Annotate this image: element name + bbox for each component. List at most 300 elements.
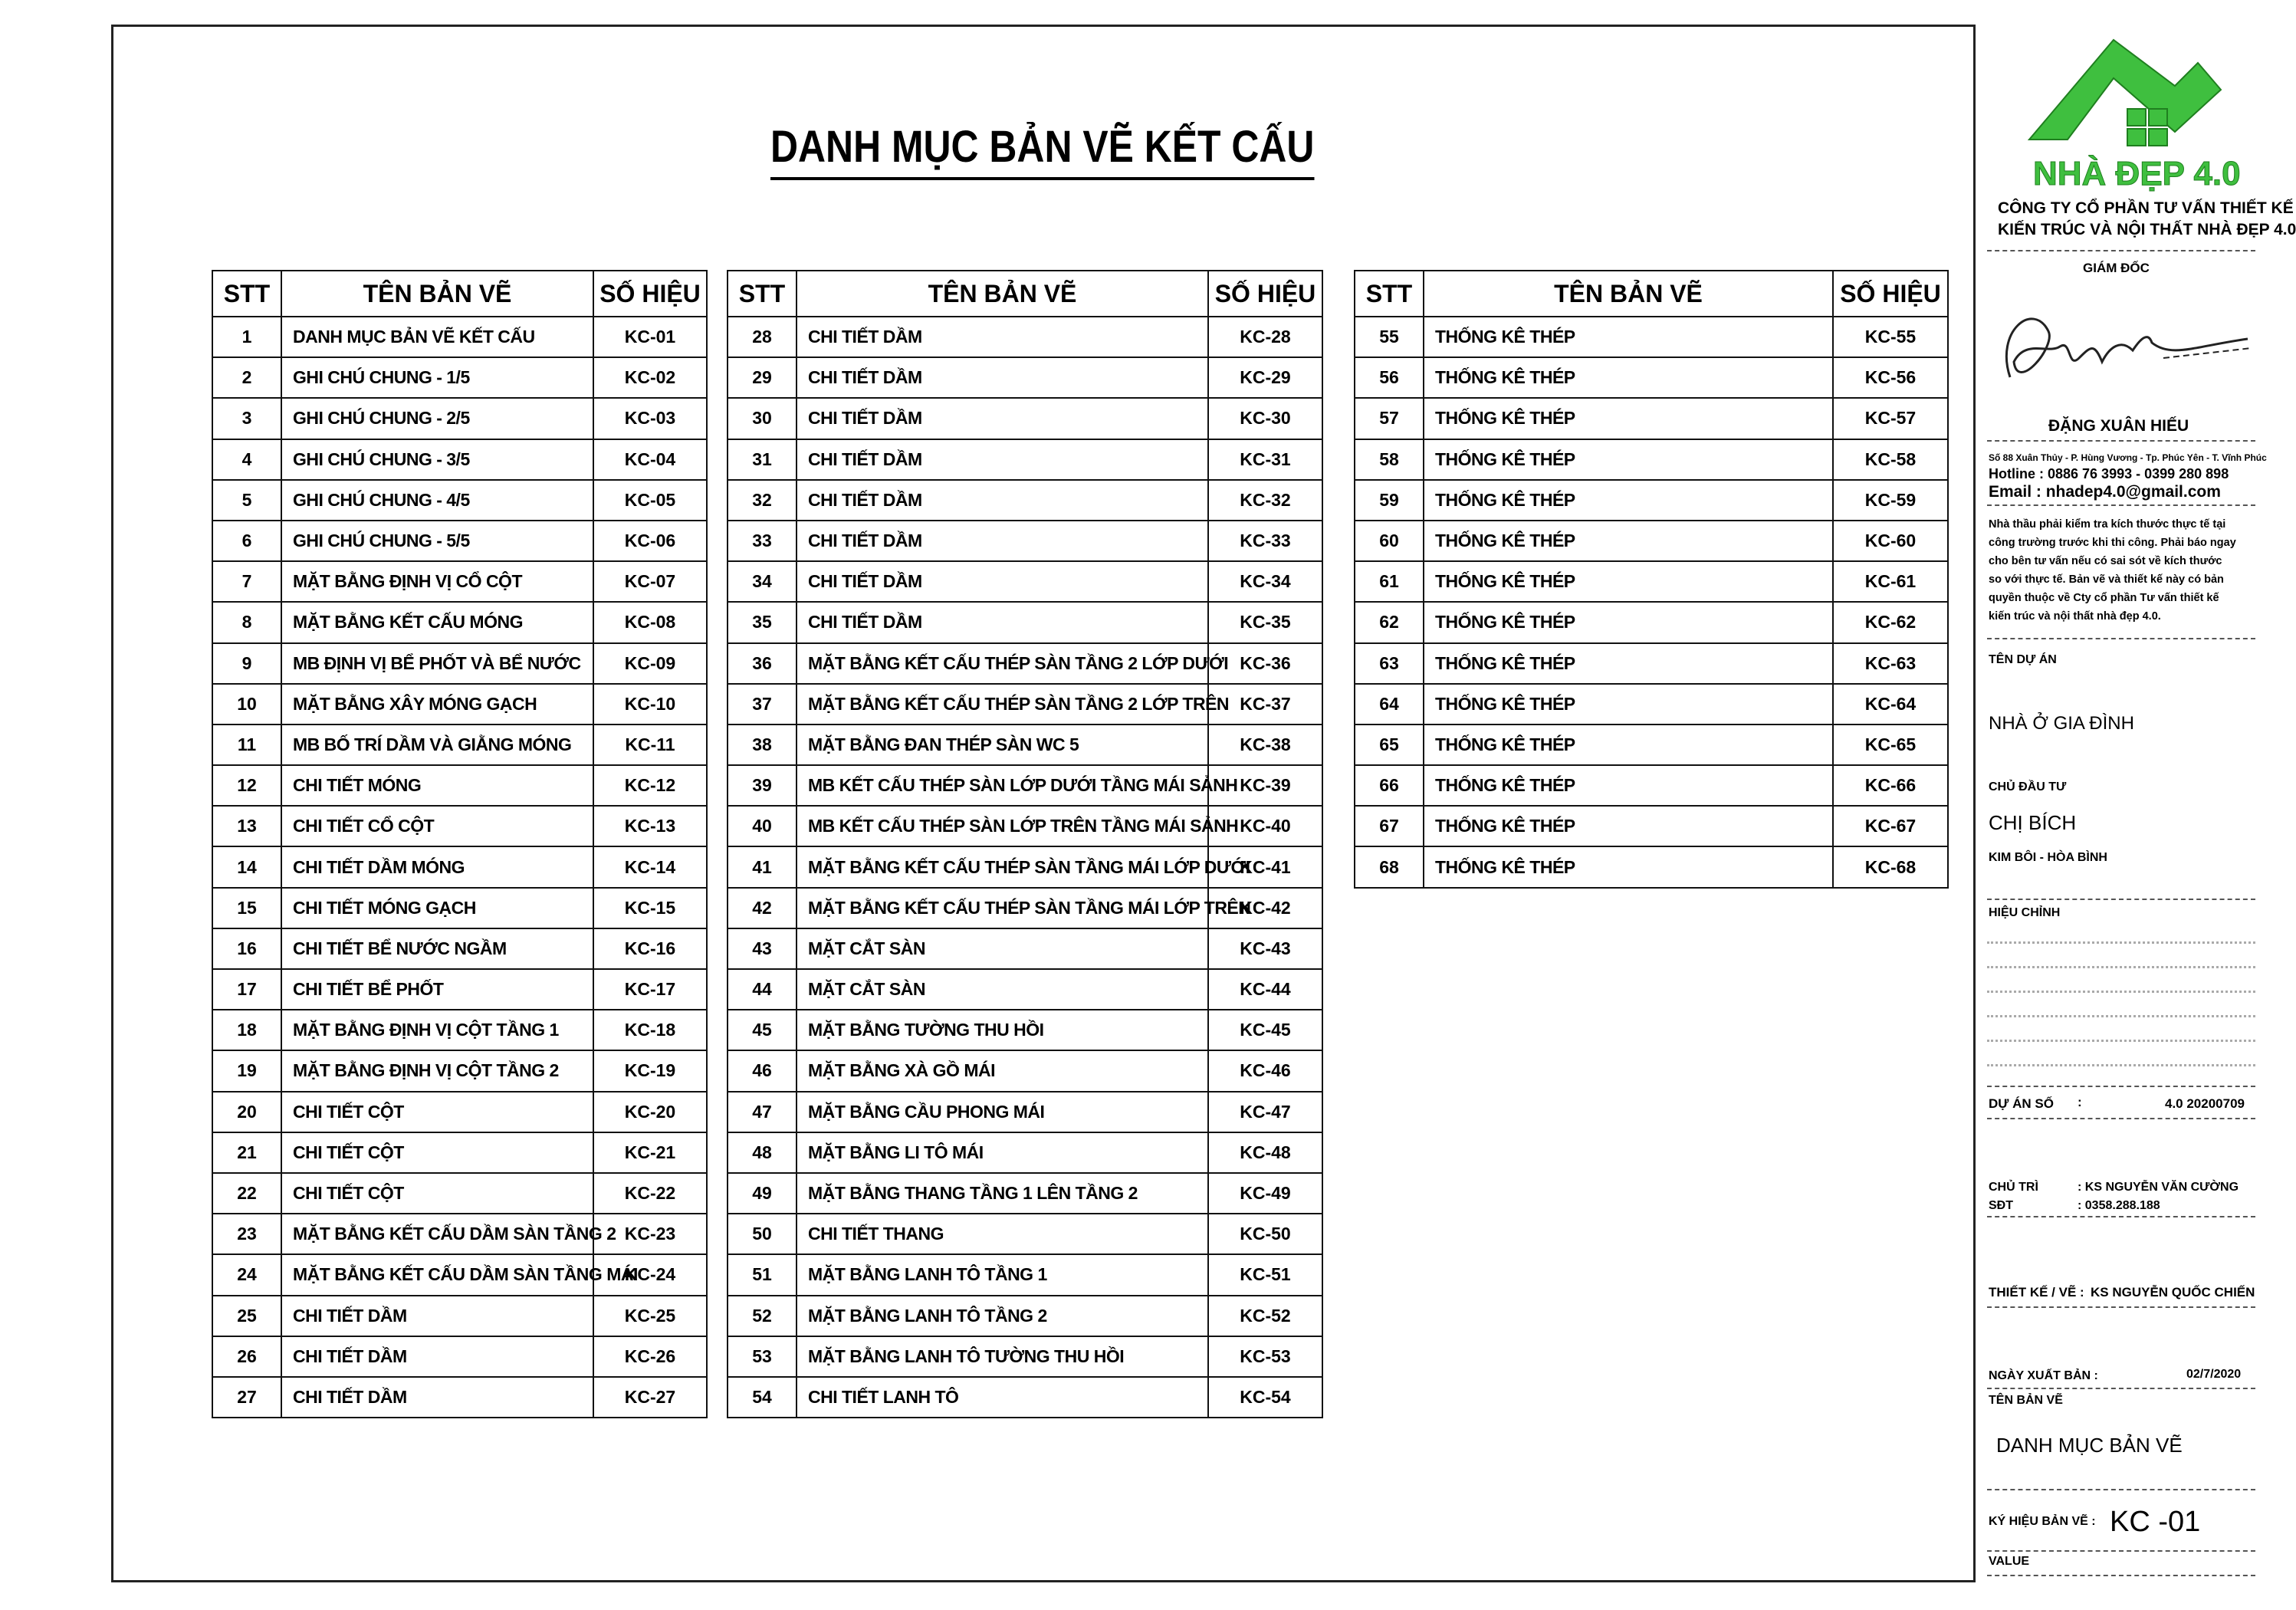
row-stt: 63 bbox=[1355, 643, 1424, 684]
row-drawing-name: CHI TIẾT MÓNG GẠCH bbox=[281, 888, 593, 928]
table-row bbox=[212, 602, 707, 642]
table-row bbox=[728, 602, 1322, 642]
table-row bbox=[728, 969, 1322, 1010]
row-stt: 5 bbox=[212, 480, 281, 521]
table-row bbox=[728, 480, 1322, 521]
table-row bbox=[212, 1050, 707, 1091]
row-stt: 20 bbox=[212, 1092, 281, 1132]
table-row bbox=[212, 928, 707, 969]
row-stt: 7 bbox=[212, 561, 281, 602]
table-row bbox=[728, 1173, 1322, 1214]
row-drawing-name: THỐNG KÊ THÉP bbox=[1424, 643, 1833, 684]
lead-name: : KS NGUYỄN VĂN CƯỜNG bbox=[2078, 1181, 2239, 1194]
row-drawing-code: KC-68 bbox=[1833, 846, 1948, 887]
drawing-list-table-3 bbox=[1354, 270, 1949, 889]
row-drawing-code: KC-22 bbox=[593, 1173, 707, 1214]
header-stt: STT bbox=[1355, 271, 1424, 317]
row-stt: 14 bbox=[212, 846, 281, 887]
row-drawing-name: GHI CHÚ CHUNG - 3/5 bbox=[281, 439, 593, 480]
row-drawing-name: CHI TIẾT DẦM bbox=[797, 439, 1208, 480]
row-drawing-name: THỐNG KÊ THÉP bbox=[1424, 480, 1833, 521]
table-row bbox=[1355, 643, 1948, 684]
drawing-code: KC -01 bbox=[2110, 1506, 2201, 1538]
row-drawing-name: CHI TIẾT DẦM bbox=[281, 1336, 593, 1377]
table-row bbox=[212, 1132, 707, 1173]
divider bbox=[1987, 440, 2255, 442]
table-row bbox=[728, 1050, 1322, 1091]
row-drawing-code: KC-55 bbox=[1833, 317, 1948, 357]
table-row bbox=[212, 1254, 707, 1295]
owner-label: CHỦ ĐẦU TƯ bbox=[1989, 780, 2067, 794]
row-drawing-code: KC-03 bbox=[593, 398, 707, 439]
row-drawing-name: MẶT BẰNG ĐỊNH VỊ CỘT TẦNG 1 bbox=[281, 1010, 593, 1050]
row-drawing-name: CHI TIẾT DẦM MÓNG bbox=[281, 846, 593, 887]
row-stt: 17 bbox=[212, 969, 281, 1010]
row-drawing-name: MẶT BẰNG KẾT CẤU MÓNG bbox=[281, 602, 593, 642]
company-address: Số 88 Xuân Thủy - P. Hùng Vương - Tp. Phúc Yên - T. Vĩnh Phúc bbox=[1989, 452, 2267, 463]
row-drawing-name: CHI TIẾT DẦM bbox=[797, 357, 1208, 398]
row-drawing-name: GHI CHÚ CHUNG - 1/5 bbox=[281, 357, 593, 398]
row-drawing-code: KC-43 bbox=[1208, 928, 1322, 969]
table-row bbox=[728, 888, 1322, 928]
row-drawing-code: KC-44 bbox=[1208, 969, 1322, 1010]
row-drawing-name: MẶT BẰNG LI TÔ MÁI bbox=[797, 1132, 1208, 1173]
row-drawing-code: KC-30 bbox=[1208, 398, 1322, 439]
row-drawing-code: KC-45 bbox=[1208, 1010, 1322, 1050]
row-stt: 23 bbox=[212, 1214, 281, 1254]
row-drawing-name: CHI TIẾT THANG bbox=[797, 1214, 1208, 1254]
row-drawing-code: KC-61 bbox=[1833, 561, 1948, 602]
row-drawing-code: KC-35 bbox=[1208, 602, 1322, 642]
row-drawing-name: GHI CHÚ CHUNG - 2/5 bbox=[281, 398, 593, 439]
table-row bbox=[212, 1214, 707, 1254]
row-stt: 56 bbox=[1355, 357, 1424, 398]
row-drawing-name: THỐNG KÊ THÉP bbox=[1424, 765, 1833, 806]
drawing-name: DANH MỤC BẢN VẼ bbox=[1996, 1434, 2183, 1457]
row-drawing-code: KC-09 bbox=[593, 643, 707, 684]
row-stt: 18 bbox=[212, 1010, 281, 1050]
row-drawing-code: KC-37 bbox=[1208, 684, 1322, 724]
row-drawing-code: KC-66 bbox=[1833, 765, 1948, 806]
row-stt: 28 bbox=[728, 317, 797, 357]
row-stt: 33 bbox=[728, 521, 797, 561]
signature-icon bbox=[1987, 285, 2255, 416]
table-row bbox=[728, 317, 1322, 357]
note-line: Nhà thầu phải kiểm tra kích thước thực tế tại bbox=[1989, 518, 2226, 531]
row-stt: 22 bbox=[212, 1173, 281, 1214]
table-row bbox=[212, 1010, 707, 1050]
row-drawing-code: KC-08 bbox=[593, 602, 707, 642]
table-row bbox=[1355, 561, 1948, 602]
table-row bbox=[212, 357, 707, 398]
table-row bbox=[212, 969, 707, 1010]
divider bbox=[1987, 899, 2255, 900]
row-stt: 61 bbox=[1355, 561, 1424, 602]
row-drawing-name: CHI TIẾT DẦM bbox=[797, 602, 1208, 642]
table-row bbox=[728, 1254, 1322, 1295]
revision-row bbox=[1987, 991, 2255, 993]
row-drawing-name: CHI TIẾT BỂ NƯỚC NGẦM bbox=[281, 928, 593, 969]
table-row bbox=[212, 1092, 707, 1132]
row-stt: 19 bbox=[212, 1050, 281, 1091]
divider bbox=[1987, 638, 2255, 639]
row-drawing-name: CHI TIẾT DẦM bbox=[281, 1296, 593, 1336]
row-stt: 41 bbox=[728, 846, 797, 887]
row-drawing-code: KC-54 bbox=[1208, 1377, 1322, 1418]
table-row bbox=[212, 724, 707, 765]
row-drawing-name: MB KẾT CẤU THÉP SÀN LỚP TRÊN TẦNG MÁI SẢNH bbox=[797, 806, 1208, 846]
row-stt: 49 bbox=[728, 1173, 797, 1214]
row-drawing-name: THỐNG KÊ THÉP bbox=[1424, 561, 1833, 602]
row-drawing-code: KC-02 bbox=[593, 357, 707, 398]
row-drawing-name: MẶT BẰNG ĐAN THÉP SÀN WC 5 bbox=[797, 724, 1208, 765]
table-row bbox=[212, 561, 707, 602]
row-stt: 26 bbox=[212, 1336, 281, 1377]
row-stt: 21 bbox=[212, 1132, 281, 1173]
row-drawing-name: MB KẾT CẤU THÉP SÀN LỚP DƯỚI TẦNG MÁI SẢNH bbox=[797, 765, 1208, 806]
row-drawing-name: CHI TIẾT MÓNG bbox=[281, 765, 593, 806]
row-drawing-code: KC-50 bbox=[1208, 1214, 1322, 1254]
divider bbox=[1987, 1086, 2255, 1087]
table-row bbox=[728, 357, 1322, 398]
table-row bbox=[212, 643, 707, 684]
row-stt: 35 bbox=[728, 602, 797, 642]
project-no-label: DỰ ÁN SỐ bbox=[1989, 1096, 2054, 1111]
row-drawing-code: KC-57 bbox=[1833, 398, 1948, 439]
designer-name: KS NGUYỄN QUỐC CHIẾN bbox=[2091, 1285, 2255, 1300]
row-drawing-name: THỐNG KÊ THÉP bbox=[1424, 357, 1833, 398]
row-stt: 60 bbox=[1355, 521, 1424, 561]
row-drawing-code: KC-21 bbox=[593, 1132, 707, 1173]
row-stt: 4 bbox=[212, 439, 281, 480]
designer-label: THIẾT KẾ / VẼ : bbox=[1989, 1285, 2084, 1300]
table-row bbox=[728, 643, 1322, 684]
header-stt: STT bbox=[212, 271, 281, 317]
row-drawing-code: KC-25 bbox=[593, 1296, 707, 1336]
row-stt: 9 bbox=[212, 643, 281, 684]
revision-row bbox=[1987, 1064, 2255, 1066]
row-drawing-code: KC-19 bbox=[593, 1050, 707, 1091]
header-code: SỐ HIỆU bbox=[1208, 271, 1322, 317]
value-label: VALUE bbox=[1989, 1555, 2030, 1568]
divider bbox=[1987, 250, 2255, 251]
row-drawing-code: KC-16 bbox=[593, 928, 707, 969]
table-row bbox=[212, 1296, 707, 1336]
row-drawing-name: MẶT BẰNG CẦU PHONG MÁI bbox=[797, 1092, 1208, 1132]
row-drawing-code: KC-27 bbox=[593, 1377, 707, 1418]
table-row bbox=[212, 439, 707, 480]
row-stt: 45 bbox=[728, 1010, 797, 1050]
row-drawing-name: MẶT BẰNG THANG TẦNG 1 LÊN TẦNG 2 bbox=[797, 1173, 1208, 1214]
row-drawing-code: KC-17 bbox=[593, 969, 707, 1010]
row-drawing-code: KC-15 bbox=[593, 888, 707, 928]
row-stt: 32 bbox=[728, 480, 797, 521]
row-drawing-name: CHI TIẾT LANH TÔ bbox=[797, 1377, 1208, 1418]
row-drawing-code: KC-14 bbox=[593, 846, 707, 887]
row-stt: 52 bbox=[728, 1296, 797, 1336]
row-drawing-name: CHI TIẾT DẦM bbox=[281, 1377, 593, 1418]
drawing-name-label: TÊN BẢN VẼ bbox=[1989, 1394, 2063, 1407]
row-stt: 31 bbox=[728, 439, 797, 480]
row-stt: 51 bbox=[728, 1254, 797, 1295]
table-row bbox=[1355, 398, 1948, 439]
row-drawing-code: KC-04 bbox=[593, 439, 707, 480]
row-drawing-code: KC-53 bbox=[1208, 1336, 1322, 1377]
row-stt: 43 bbox=[728, 928, 797, 969]
brand-name: NHÀ ĐẸP 4.0 bbox=[2033, 155, 2241, 192]
phone-value: : 0358.288.188 bbox=[2078, 1199, 2160, 1212]
row-drawing-name: MẶT BẰNG KẾT CẤU THÉP SÀN TẦNG 2 LỚP DƯỚI bbox=[797, 643, 1208, 684]
row-drawing-name: MẶT CẮT SÀN bbox=[797, 969, 1208, 1010]
row-drawing-code: KC-20 bbox=[593, 1092, 707, 1132]
table-row bbox=[728, 846, 1322, 887]
revision-label: HIỆU CHỈNH bbox=[1989, 906, 2061, 919]
table-row bbox=[212, 1336, 707, 1377]
table-row bbox=[728, 1296, 1322, 1336]
row-stt: 64 bbox=[1355, 684, 1424, 724]
project-no: 4.0 20200709 bbox=[2165, 1096, 2245, 1111]
row-stt: 65 bbox=[1355, 724, 1424, 765]
row-stt: 54 bbox=[728, 1377, 797, 1418]
table-row bbox=[728, 1010, 1322, 1050]
row-drawing-code: KC-49 bbox=[1208, 1173, 1322, 1214]
row-drawing-code: KC-59 bbox=[1833, 480, 1948, 521]
row-stt: 13 bbox=[212, 806, 281, 846]
revision-row bbox=[1987, 966, 2255, 968]
drawing-list-table-1 bbox=[212, 270, 708, 1418]
table-row bbox=[728, 398, 1322, 439]
project-name: NHÀ Ở GIA ĐÌNH bbox=[1989, 713, 2134, 734]
row-drawing-name: CHI TIẾT DẦM bbox=[797, 480, 1208, 521]
company-hotline: Hotline : 0886 76 3993 - 0399 280 898 bbox=[1989, 466, 2229, 481]
row-stt: 27 bbox=[212, 1377, 281, 1418]
row-stt: 39 bbox=[728, 765, 797, 806]
title-block bbox=[1987, 25, 2296, 1582]
row-drawing-code: KC-42 bbox=[1208, 888, 1322, 928]
row-drawing-code: KC-63 bbox=[1833, 643, 1948, 684]
director-name: ĐẶNG XUÂN HIẾU bbox=[2048, 417, 2189, 435]
table-row bbox=[728, 684, 1322, 724]
row-stt: 66 bbox=[1355, 765, 1424, 806]
row-stt: 68 bbox=[1355, 846, 1424, 887]
row-drawing-code: KC-33 bbox=[1208, 521, 1322, 561]
divider bbox=[1987, 1489, 2255, 1490]
row-drawing-code: KC-34 bbox=[1208, 561, 1322, 602]
row-drawing-name: MẶT BẰNG LANH TÔ TƯỜNG THU HỒI bbox=[797, 1336, 1208, 1377]
row-stt: 44 bbox=[728, 969, 797, 1010]
row-drawing-name: THỐNG KÊ THÉP bbox=[1424, 846, 1833, 887]
row-stt: 15 bbox=[212, 888, 281, 928]
row-drawing-name: MẶT BẰNG LANH TÔ TẦNG 2 bbox=[797, 1296, 1208, 1336]
note-line: cho bên tư vấn nếu có sai sót về kích thước bbox=[1989, 555, 2222, 567]
row-stt: 59 bbox=[1355, 480, 1424, 521]
row-drawing-name: CHI TIẾT DẦM bbox=[797, 521, 1208, 561]
row-drawing-name: CHI TIẾT DẦM bbox=[797, 317, 1208, 357]
row-stt: 53 bbox=[728, 1336, 797, 1377]
row-drawing-name: GHI CHÚ CHUNG - 5/5 bbox=[281, 521, 593, 561]
row-drawing-code: KC-52 bbox=[1208, 1296, 1322, 1336]
disclaimer-note bbox=[1989, 515, 2255, 626]
note-line: quyền thuộc về Cty cổ phần Tư vấn thiết kế bbox=[1989, 592, 2219, 604]
row-drawing-name: MẶT BẰNG KẾT CẤU THÉP SÀN TẦNG MÁI LỚP TRÊN bbox=[797, 888, 1208, 928]
row-stt: 3 bbox=[212, 398, 281, 439]
row-stt: 29 bbox=[728, 357, 797, 398]
table-row bbox=[212, 1173, 707, 1214]
owner-location: KIM BÔI - HÒA BÌNH bbox=[1989, 851, 2107, 864]
row-drawing-code: KC-62 bbox=[1833, 602, 1948, 642]
revision-row bbox=[1987, 1040, 2255, 1042]
phone-label: SĐT bbox=[1989, 1199, 2013, 1212]
row-stt: 58 bbox=[1355, 439, 1424, 480]
header-name: TÊN BẢN VẼ bbox=[1424, 271, 1833, 317]
row-drawing-name: GHI CHÚ CHUNG - 4/5 bbox=[281, 480, 593, 521]
divider bbox=[1987, 504, 2255, 506]
row-drawing-code: KC-10 bbox=[593, 684, 707, 724]
table-row bbox=[1355, 439, 1948, 480]
company-line-1: CÔNG TY CỔ PHẦN TƯ VẤN THIẾT KẾ bbox=[1998, 199, 2294, 217]
note-line: kiến trúc và nội thất nhà đẹp 4.0. bbox=[1989, 610, 2161, 623]
table-row bbox=[1355, 765, 1948, 806]
table-row bbox=[212, 806, 707, 846]
row-stt: 57 bbox=[1355, 398, 1424, 439]
row-drawing-code: KC-51 bbox=[1208, 1254, 1322, 1295]
row-drawing-code: KC-26 bbox=[593, 1336, 707, 1377]
table-row bbox=[728, 928, 1322, 969]
row-drawing-code: KC-39 bbox=[1208, 765, 1322, 806]
row-drawing-name: MB BỐ TRÍ DẦM VÀ GIẰNG MÓNG bbox=[281, 724, 593, 765]
table-row bbox=[212, 846, 707, 887]
row-stt: 11 bbox=[212, 724, 281, 765]
row-stt: 67 bbox=[1355, 806, 1424, 846]
row-stt: 8 bbox=[212, 602, 281, 642]
table-row bbox=[212, 398, 707, 439]
drawing-code-label: KÝ HIỆU BẢN VẼ : bbox=[1989, 1515, 2096, 1528]
row-drawing-name: CHI TIẾT BỂ PHỐT bbox=[281, 969, 593, 1010]
project-no-colon: : bbox=[2078, 1095, 2082, 1109]
table-row bbox=[1355, 357, 1948, 398]
table-row bbox=[212, 480, 707, 521]
row-drawing-name: THỐNG KÊ THÉP bbox=[1424, 521, 1833, 561]
row-drawing-name: CHI TIẾT CỘT bbox=[281, 1092, 593, 1132]
revision-row bbox=[1987, 941, 2255, 944]
row-drawing-code: KC-29 bbox=[1208, 357, 1322, 398]
row-drawing-name: DANH MỤC BẢN VẼ KẾT CẤU bbox=[281, 317, 593, 357]
row-drawing-name: MẶT BẰNG KẾT CẤU THÉP SÀN TẦNG 2 LỚP TRÊN bbox=[797, 684, 1208, 724]
table-row bbox=[1355, 480, 1948, 521]
row-stt: 6 bbox=[212, 521, 281, 561]
row-stt: 48 bbox=[728, 1132, 797, 1173]
row-drawing-name: MẶT BẰNG KẾT CẤU DẦM SÀN TẦNG MÁI bbox=[281, 1254, 593, 1295]
row-drawing-code: KC-24 bbox=[593, 1254, 707, 1295]
divider bbox=[1987, 1388, 2255, 1389]
issue-date: 02/7/2020 bbox=[2186, 1368, 2242, 1381]
row-stt: 46 bbox=[728, 1050, 797, 1091]
row-drawing-code: KC-13 bbox=[593, 806, 707, 846]
row-drawing-code: KC-36 bbox=[1208, 643, 1322, 684]
row-stt: 34 bbox=[728, 561, 797, 602]
table-row bbox=[212, 317, 707, 357]
row-stt: 62 bbox=[1355, 602, 1424, 642]
row-drawing-name: MẶT BẰNG TƯỜNG THU HỒI bbox=[797, 1010, 1208, 1050]
table-row bbox=[212, 684, 707, 724]
row-drawing-code: KC-47 bbox=[1208, 1092, 1322, 1132]
row-stt: 12 bbox=[212, 765, 281, 806]
table-row bbox=[1355, 724, 1948, 765]
table-row bbox=[212, 888, 707, 928]
row-drawing-name: MẶT BẰNG XÀ GỒ MÁI bbox=[797, 1050, 1208, 1091]
row-drawing-name: MẶT BẰNG ĐỊNH VỊ CỘT TẦNG 2 bbox=[281, 1050, 593, 1091]
row-drawing-name: MẶT BẰNG KẾT CẤU THÉP SÀN TẦNG MÁI LỚP DƯỚI bbox=[797, 846, 1208, 887]
divider bbox=[1987, 1575, 2255, 1576]
table-row bbox=[212, 1377, 707, 1418]
header-code: SỐ HIỆU bbox=[1833, 271, 1948, 317]
revision-row bbox=[1987, 1015, 2255, 1017]
table-row bbox=[728, 1092, 1322, 1132]
company-line-2: KIẾN TRÚC VÀ NỘI THẤT NHÀ ĐẸP 4.0 bbox=[1998, 221, 2296, 238]
table-row bbox=[1355, 521, 1948, 561]
row-drawing-name: THỐNG KÊ THÉP bbox=[1424, 684, 1833, 724]
row-stt: 10 bbox=[212, 684, 281, 724]
page-title: DANH MỤC BẢN VẼ KẾT CẤU bbox=[770, 121, 1314, 180]
row-drawing-name: THỐNG KÊ THÉP bbox=[1424, 602, 1833, 642]
company-email: Email : nhadep4.0@gmail.com bbox=[1989, 483, 2221, 501]
drawing-list-table-2 bbox=[727, 270, 1323, 1418]
table-row bbox=[728, 1214, 1322, 1254]
row-drawing-name: MB ĐỊNH VỊ BỂ PHỐT VÀ BỂ NƯỚC bbox=[281, 643, 593, 684]
row-drawing-code: KC-48 bbox=[1208, 1132, 1322, 1173]
row-drawing-code: KC-38 bbox=[1208, 724, 1322, 765]
row-stt: 25 bbox=[212, 1296, 281, 1336]
row-stt: 50 bbox=[728, 1214, 797, 1254]
table-row bbox=[1355, 806, 1948, 846]
row-stt: 24 bbox=[212, 1254, 281, 1295]
row-drawing-code: KC-12 bbox=[593, 765, 707, 806]
row-drawing-code: KC-05 bbox=[593, 480, 707, 521]
issue-date-label: NGÀY XUẤT BẢN : bbox=[1989, 1369, 2098, 1382]
table-row bbox=[212, 521, 707, 561]
row-drawing-name: THỐNG KÊ THÉP bbox=[1424, 806, 1833, 846]
divider bbox=[1987, 1216, 2255, 1217]
table-row bbox=[728, 1336, 1322, 1377]
table-row bbox=[728, 724, 1322, 765]
row-drawing-name: CHI TIẾT CỔ CỘT bbox=[281, 806, 593, 846]
lead-label: CHỦ TRÌ bbox=[1989, 1181, 2038, 1194]
row-drawing-code: KC-28 bbox=[1208, 317, 1322, 357]
row-drawing-code: KC-67 bbox=[1833, 806, 1948, 846]
table-row bbox=[728, 561, 1322, 602]
row-drawing-name: MẶT BẰNG KẾT CẤU DẦM SÀN TẦNG 2 bbox=[281, 1214, 593, 1254]
row-drawing-code: KC-07 bbox=[593, 561, 707, 602]
row-drawing-name: THỐNG KÊ THÉP bbox=[1424, 317, 1833, 357]
row-stt: 40 bbox=[728, 806, 797, 846]
row-drawing-code: KC-18 bbox=[593, 1010, 707, 1050]
table-row bbox=[728, 806, 1322, 846]
row-stt: 55 bbox=[1355, 317, 1424, 357]
row-drawing-code: KC-32 bbox=[1208, 480, 1322, 521]
table-row bbox=[728, 1132, 1322, 1173]
project-label: TÊN DỰ ÁN bbox=[1989, 653, 2057, 666]
row-drawing-code: KC-06 bbox=[593, 521, 707, 561]
header-name: TÊN BẢN VẼ bbox=[797, 271, 1208, 317]
table-row bbox=[728, 521, 1322, 561]
table-row bbox=[1355, 602, 1948, 642]
row-drawing-code: KC-56 bbox=[1833, 357, 1948, 398]
table-row bbox=[728, 765, 1322, 806]
table-row bbox=[1355, 317, 1948, 357]
row-stt: 42 bbox=[728, 888, 797, 928]
row-drawing-code: KC-11 bbox=[593, 724, 707, 765]
row-drawing-name: MẶT BẰNG LANH TÔ TẦNG 1 bbox=[797, 1254, 1208, 1295]
